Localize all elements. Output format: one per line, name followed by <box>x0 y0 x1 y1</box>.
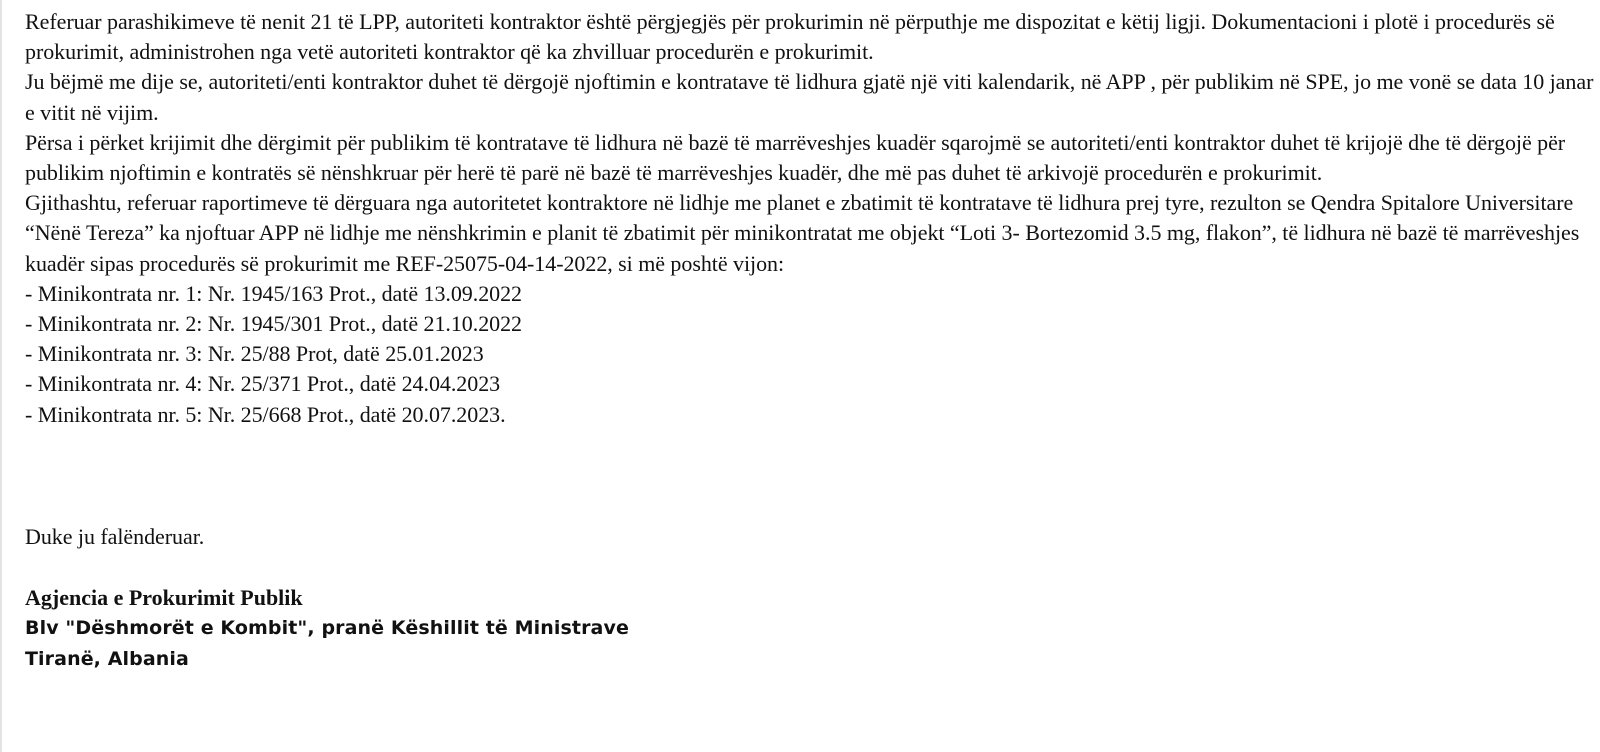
paragraph-reporting: Gjithashtu, referuar raportimeve të dërguara nga autoritetet kontraktore në lidhje me planet e zbatimit të kontratave të lidhura prej tyre, rezulton se Qendra Spitalore Universitare “Nënë Tereza” ka njoftuar APP në lidhje me nënshkrimin e planit të zbatimit për minikontratat me objekt “Loti 3- Bortezomid 3.5 mg, flakon”, të lidhura në bazë të marrëveshjes kuadër sipas procedurës së prokurimit me REF-25075-04-14-2022, si më poshtë vijon: <box>25 190 1580 276</box>
minicontract-list <box>25 279 1600 430</box>
letter-text <box>25 7 1600 552</box>
list-item: - Minikontrata nr. 5: Nr. 25/668 Prot., datë 20.07.2023. <box>25 401 506 427</box>
paragraph-legal-basis: Referuar parashikimeve të nenit 21 të LPP, autoriteti kontraktor është përgjegjës për prokurimin në përputhje me dispozitat e këtij ligji. Dokumentacioni i plotë i procedurës së prokurimit, administrohen nga vetë autoriteti kontraktor që ka zhvilluar procedurën e prokurimit. <box>25 9 1555 65</box>
list-item: - Minikontrata nr. 4: Nr. 25/371 Prot., datë 24.04.2023 <box>25 371 501 397</box>
signature-organization: Agjencia e Prokurimit Publik <box>25 585 303 611</box>
signature-city: Tiranë, Albania <box>25 648 189 671</box>
paragraph-deadline: Ju bëjmë me dije se, autoriteti/enti kontraktor duhet të dërgojë njoftimin e kontratave të lidhura gjatë një viti kalendarik, në APP , për publikim në SPE, jo me vonë se data 10 janar e vitit në vijim. <box>25 69 1594 125</box>
closing-text: Duke ju falënderuar. <box>25 523 205 549</box>
list-item: - Minikontrata nr. 2: Nr. 1945/301 Prot., datë 21.10.2022 <box>25 311 522 337</box>
list-item: - Minikontrata nr. 3: Nr. 25/88 Prot, datë 25.01.2023 <box>25 341 484 367</box>
list-item: - Minikontrata nr. 1: Nr. 1945/163 Prot., datë 13.09.2022 <box>25 280 522 306</box>
paragraph-framework-agreement: Përsa i përket krijimit dhe dërgimit për publikim të kontratave të lidhura në bazë të marrëveshjes kuadër sqarojmë se autoriteti/enti kontraktor duhet të krijojë dhe të dërgojë për publikim njoftimin e kontratës së nënshkruar për herë të parë në bazë të marrëveshjes kuadër, dhe më pas duhet të arkivojë procedurën e prokurimit. <box>25 129 1566 186</box>
signature-address: Blv "Dëshmorët e Kombit", pranë Këshillit të Ministrave <box>25 617 629 640</box>
